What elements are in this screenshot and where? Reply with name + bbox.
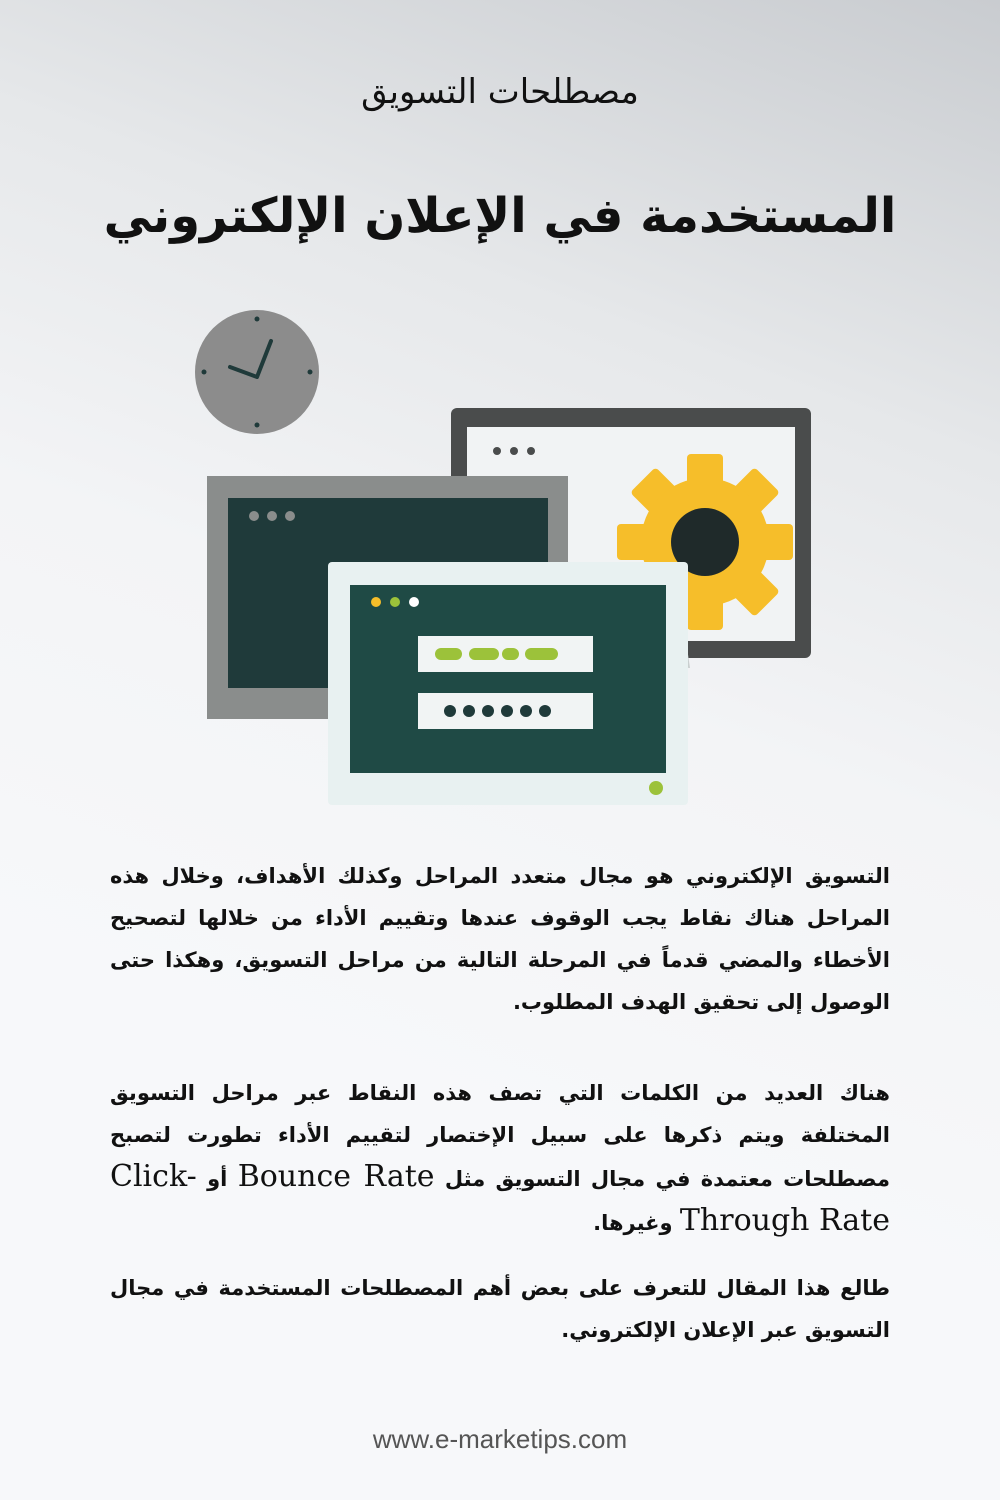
login-form-icon: [328, 562, 690, 805]
connector-text: أو: [207, 1167, 228, 1191]
clock-icon: [195, 310, 319, 434]
page-title: المستخدمة في الإعلان الإلكتروني: [103, 188, 897, 244]
term-bounce-rate: Bounce Rate: [237, 1159, 435, 1194]
term-click-through-rate: Click-Through Rate: [110, 1159, 890, 1238]
cta-paragraph: طالع هذا المقال للتعرف على بعض أهم المصطلحات المستخدمة في مجال التسويق عبر الإعلان الإلكتروني.: [110, 1276, 890, 1342]
page-subtitle: مصطلحات التسويق: [361, 72, 639, 112]
terms-paragraph: [110, 1072, 890, 1244]
terms-paragraph-text: هناك العديد من الكلمات التي تصف هذه النقاط عبر مراحل التسويق المختلفة ويتم ذكرها على سبيل الإختصار لتقييم الأداء تطورت لتصبح مصطلحات معتمدة في مجال التسويق مثل: [110, 1081, 891, 1191]
website-url: www.e-marketips.com: [372, 1424, 628, 1454]
marketing-illustration: [185, 305, 825, 815]
intro-paragraph: التسويق الإلكتروني هو مجال متعدد المراحل وكذلك الأهداف، وخلال هذه المراحل هناك نقاط يجب الوقوف عندها وتقييم الأداء من خلالها لتصحيح الأخطاء والمضي قدماً في المرحلة التالية من مراحل التسويق، وهكذا حتى الوصول إلى تحقيق الهدف المطلوب.: [110, 864, 890, 1014]
terms-paragraph-end: وغيرها.: [593, 1211, 673, 1235]
